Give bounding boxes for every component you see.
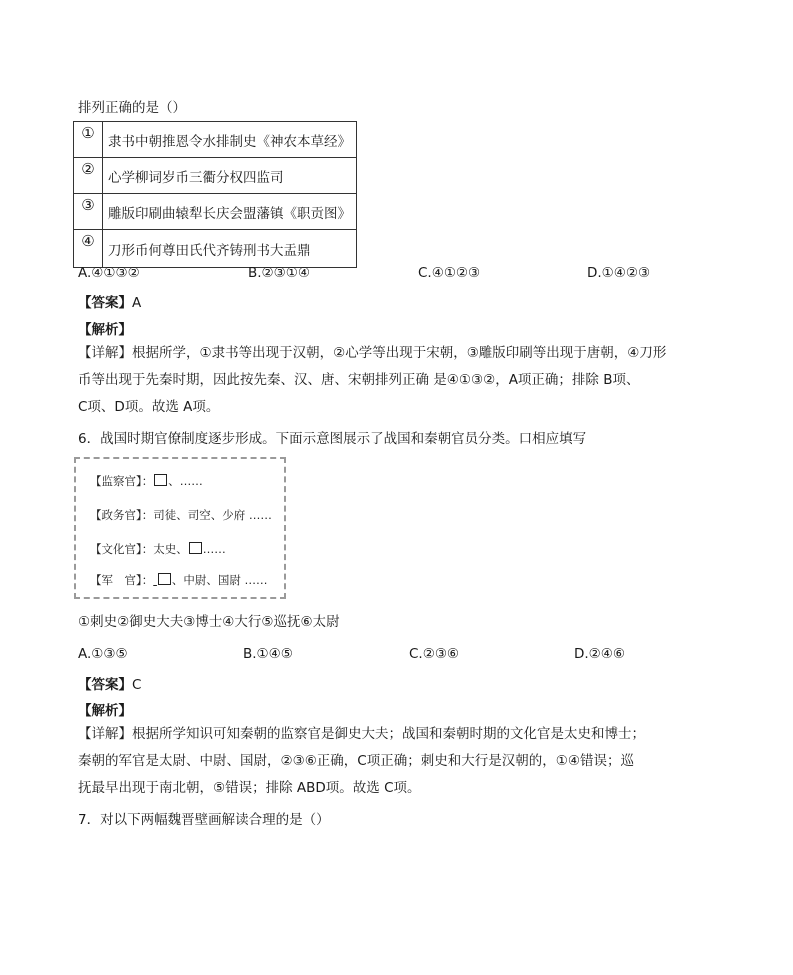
q5-option-b: B.②③①④ [248,265,310,281]
q6-answer [78,673,141,693]
q6-option-d: D.②④⑥ [574,646,625,662]
q5-answer [78,291,141,311]
q6-analysis-label: 【解析】 [78,703,132,719]
q5-option-d: D.①④②③ [587,265,651,281]
q6-option-b: B.①④⑤ [243,646,293,662]
q5-items-table [73,121,357,268]
blank-square-icon [158,573,171,585]
table-row [74,158,357,194]
row-number: ③ [74,194,103,230]
q6-option-a: A.①③⑤ [78,646,128,662]
q6-stem: 6．战国时期官僚制度逐步形成。下面示意图展示了战国和秦朝官员分类。口相应填写 [78,431,587,447]
blank-square-icon [154,474,167,486]
blank-square-icon [189,542,202,554]
q5-analysis-label: 【解析】 [78,322,132,338]
answer-label: 【答案】 [78,295,132,311]
box-line-zhengwu: 【政务官】：司徒、司空、少府 …… [90,508,272,522]
table-row [74,194,357,230]
q5-detail [78,340,718,421]
detail-line: 币等出现于先秦时期，因此按先秦、汉、唐、宋朝排列正确 是④①③②，A项正确；排除 B项、 [78,372,640,388]
answer-value: A [132,295,142,311]
row-text: 隶书中朝推恩令水排制史《神农本草经》 [103,122,357,158]
q5-option-a: A.④①③② [78,265,140,281]
row-number: ② [74,158,103,194]
q7-stem: 7．对以下两幅魏晋壁画解读合理的是（） [78,812,330,828]
table-row [74,122,357,158]
row-text: 刀形币何尊田氏代齐铸刑书大盂鼎 [103,230,357,268]
detail-line: 【详解】根据所学，①隶书等出现于汉朝，②心学等出现于宋朝，③雕版印刷等出现于唐朝，④刀形 [78,345,667,361]
box-line-jiancha: 【监察官】： 、…… [90,474,203,488]
detail-line: 秦朝的军官是太尉、中尉、国尉，②③⑥正确，C项正确；刺史和大行是汉朝的，①④错误；巡 [78,753,634,769]
q6-option-c: C.②③⑥ [409,646,460,662]
detail-line: 抚最早出现于南北朝，⑤错误；排除 ABD项。故选 C项。 [78,780,421,796]
q6-diagram-box [74,457,286,599]
box-line-wenhua: 【文化官】：太史、 …… [90,542,226,556]
q6-choices: ①刺史②御史大夫③博士④大行⑤巡抚⑥太尉 [78,614,340,630]
detail-line: 【详解】根据所学知识可知秦朝的监察官是御史大夫；战国和秦朝时期的文化官是太史和博士； [78,726,645,742]
detail-line: C项、D项。故选 A项。 [78,399,220,415]
answer-value: C [132,677,142,693]
row-number: ① [74,122,103,158]
table-row [74,230,357,268]
q5-option-c: C.④①②③ [418,265,481,281]
row-text: 心学柳词岁币三衢分权四监司 [103,158,357,194]
row-number: ④ [74,230,103,268]
answer-label: 【答案】 [78,677,132,693]
row-text: 雕版印刷曲辕犁长庆会盟藩镇《职贡图》 [103,194,357,230]
q6-detail [78,721,718,802]
q5-stem: 排列正确的是（） [78,100,186,116]
box-line-jun: 【军 官】： 、中尉、国尉 …… [90,573,268,587]
